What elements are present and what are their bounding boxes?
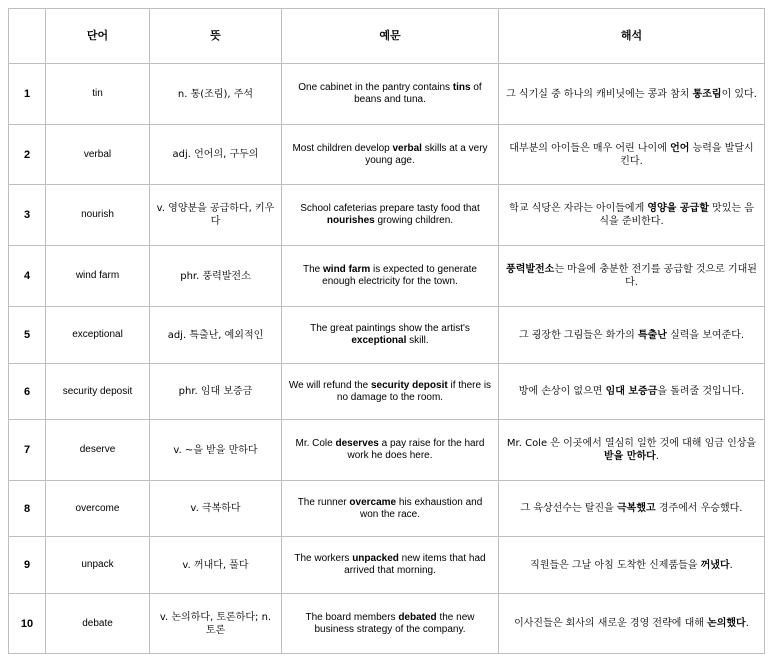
translation-keyword: 특출난: [637, 329, 667, 341]
translation-cell: [499, 537, 765, 594]
word-cell: verbal: [46, 125, 150, 185]
word-cell: exceptional: [46, 307, 150, 364]
meaning-cell: phr. 풍력발전소: [150, 246, 282, 307]
translation-text: 그 식기실 중 하나의 캐비닛에는 콩과 참치: [506, 88, 693, 100]
header-meaning: 뜻: [150, 9, 282, 64]
word-cell: overcome: [46, 481, 150, 537]
row-number: 9: [9, 537, 46, 594]
translation-keyword: 언어: [670, 142, 690, 154]
example-text: The workers: [294, 553, 353, 564]
translation-cell: [499, 481, 765, 537]
vocab-body: [9, 64, 765, 654]
example-keyword: debated: [398, 611, 437, 623]
table-row: [9, 420, 765, 481]
table-row: [9, 594, 765, 654]
example-cell: [282, 125, 499, 185]
example-text: The runner: [297, 496, 350, 508]
translation-text: 이사진들은 회사의 새로운 경영 전략에 대해: [514, 618, 708, 629]
example-text: is expected to generate enough electricity for the town.: [322, 264, 477, 287]
translation-text: .: [745, 618, 749, 629]
translation-keyword: 극복했고: [617, 503, 656, 514]
translation-text: 경주에서 우승했다.: [655, 503, 743, 514]
translation-keyword: 풍력발전소: [506, 264, 555, 275]
meaning-cell: n. 통(조림), 주석: [150, 64, 282, 125]
translation-text: 학교 식당은 자라는 아이들에게: [509, 203, 648, 214]
row-number: 7: [9, 420, 46, 481]
example-keyword: deserves: [335, 438, 379, 449]
row-number: 10: [9, 594, 46, 654]
translation-keyword: 꺼냈다: [700, 559, 730, 571]
row-number: 4: [9, 246, 46, 307]
example-text: of beans and tuna.: [354, 82, 482, 105]
translation-text: Mr. Cole 은 이곳에서 열심히 일한 것에 대해 임금 인상을: [506, 438, 757, 449]
translation-cell: [499, 364, 765, 420]
vocab-table: [8, 8, 765, 654]
header-word: 단어: [46, 9, 150, 64]
example-text: The great paintings show the artist's: [310, 323, 470, 334]
example-text: Mr. Cole: [295, 438, 336, 449]
meaning-cell: adj. 언어의, 구두의: [150, 125, 282, 185]
example-text: skill.: [406, 335, 429, 346]
word-cell: deserve: [46, 420, 150, 481]
meaning-cell: v. 꺼내다, 풀다: [150, 537, 282, 594]
example-cell: [282, 537, 499, 594]
table-row: [9, 246, 765, 307]
example-keyword: wind farm: [323, 264, 371, 275]
example-text: growing children.: [374, 215, 454, 226]
translation-cell: [499, 125, 765, 185]
translation-keyword: 받을 만하다: [604, 451, 656, 462]
translation-text: 을 돌려줄 것입니다.: [657, 386, 745, 397]
example-text: We will refund the: [288, 379, 371, 391]
translation-keyword: 영양을 공급할: [647, 203, 709, 214]
example-text: the new business strategy of the company.: [314, 611, 475, 635]
table-row: [9, 364, 765, 420]
header-translation: 해석: [499, 9, 765, 64]
translation-cell: [499, 594, 765, 654]
translation-text: 는 마을에 충분한 전기를 공급할 것으로 기대된다.: [554, 264, 757, 288]
example-cell: [282, 594, 499, 654]
row-number: 5: [9, 307, 46, 364]
header-num: [9, 9, 46, 64]
translation-text: 그 육상선수는 탈진을: [520, 503, 617, 514]
example-text: if there is no damage to the room.: [336, 379, 492, 403]
row-number: 1: [9, 64, 46, 125]
translation-cell: [499, 307, 765, 364]
translation-cell: [499, 64, 765, 125]
header-example: 예문: [282, 9, 499, 64]
word-cell: debate: [46, 594, 150, 654]
example-text: skills at a very young age.: [365, 142, 488, 166]
header-row: [9, 9, 765, 64]
example-text: One cabinet in the pantry contains: [298, 82, 453, 93]
translation-text: 대부분의 아이들은 매우 어린 나이에: [509, 142, 671, 154]
translation-text: 실력을 보여준다.: [666, 329, 745, 341]
translation-text: 이 있다.: [721, 88, 757, 100]
translation-text: .: [729, 559, 733, 571]
example-keyword: tins: [452, 82, 471, 93]
example-keyword: security deposit: [371, 379, 448, 391]
example-keyword: unpacked: [352, 553, 399, 564]
table-row: [9, 481, 765, 537]
translation-text: 능력을 발달시킨다.: [620, 142, 754, 167]
meaning-cell: phr. 임대 보증금: [150, 364, 282, 420]
word-cell: nourish: [46, 185, 150, 246]
translation-text: 그 굉장한 그림들은 화가의: [518, 329, 638, 341]
table-row: [9, 537, 765, 594]
word-cell: unpack: [46, 537, 150, 594]
translation-text: 방에 손상이 없으면: [518, 386, 606, 397]
example-keyword: exceptional: [351, 335, 407, 346]
example-text: Most children develop: [292, 142, 393, 154]
translation-text: 직원들은 그날 아침 도착한 신제품들을: [530, 559, 701, 571]
example-cell: [282, 246, 499, 307]
example-text: his exhaustion and won the race.: [359, 496, 483, 520]
table-row: [9, 185, 765, 246]
meaning-cell: v. ~을 받을 만하다: [150, 420, 282, 481]
row-number: 8: [9, 481, 46, 537]
example-text: new items that had arrived that morning.: [344, 553, 486, 576]
table-row: [9, 307, 765, 364]
example-keyword: nourishes: [326, 215, 375, 226]
word-cell: security deposit: [46, 364, 150, 420]
translation-text: 맛있는 음식을 준비한다.: [599, 203, 754, 227]
word-cell: tin: [46, 64, 150, 125]
example-text: a pay raise for the hard work he does here.: [347, 438, 485, 461]
example-cell: [282, 364, 499, 420]
row-number: 6: [9, 364, 46, 420]
meaning-cell: adj. 특출난, 예외적인: [150, 307, 282, 364]
translation-keyword: 임대 보증금: [605, 386, 658, 397]
meaning-cell: v. 영양분을 공급하다, 키우다: [150, 185, 282, 246]
example-text: The board members: [305, 611, 399, 623]
table-row: [9, 125, 765, 185]
translation-cell: [499, 246, 765, 307]
row-number: 3: [9, 185, 46, 246]
example-text: School cafeterias prepare tasty food that: [300, 203, 480, 214]
translation-text: .: [655, 451, 659, 462]
meaning-cell: v. 극복하다: [150, 481, 282, 537]
table-row: [9, 64, 765, 125]
translation-cell: [499, 420, 765, 481]
translation-cell: [499, 185, 765, 246]
example-text: The: [303, 264, 324, 275]
example-cell: [282, 64, 499, 125]
example-cell: [282, 481, 499, 537]
example-cell: [282, 185, 499, 246]
translation-keyword: 논의했다: [707, 618, 746, 629]
row-number: 2: [9, 125, 46, 185]
example-cell: [282, 307, 499, 364]
translation-keyword: 통조림: [692, 88, 722, 100]
meaning-cell: v. 논의하다, 토론하다; n. 토론: [150, 594, 282, 654]
example-cell: [282, 420, 499, 481]
word-cell: wind farm: [46, 246, 150, 307]
example-keyword: verbal: [392, 142, 422, 154]
example-keyword: overcame: [349, 496, 397, 508]
